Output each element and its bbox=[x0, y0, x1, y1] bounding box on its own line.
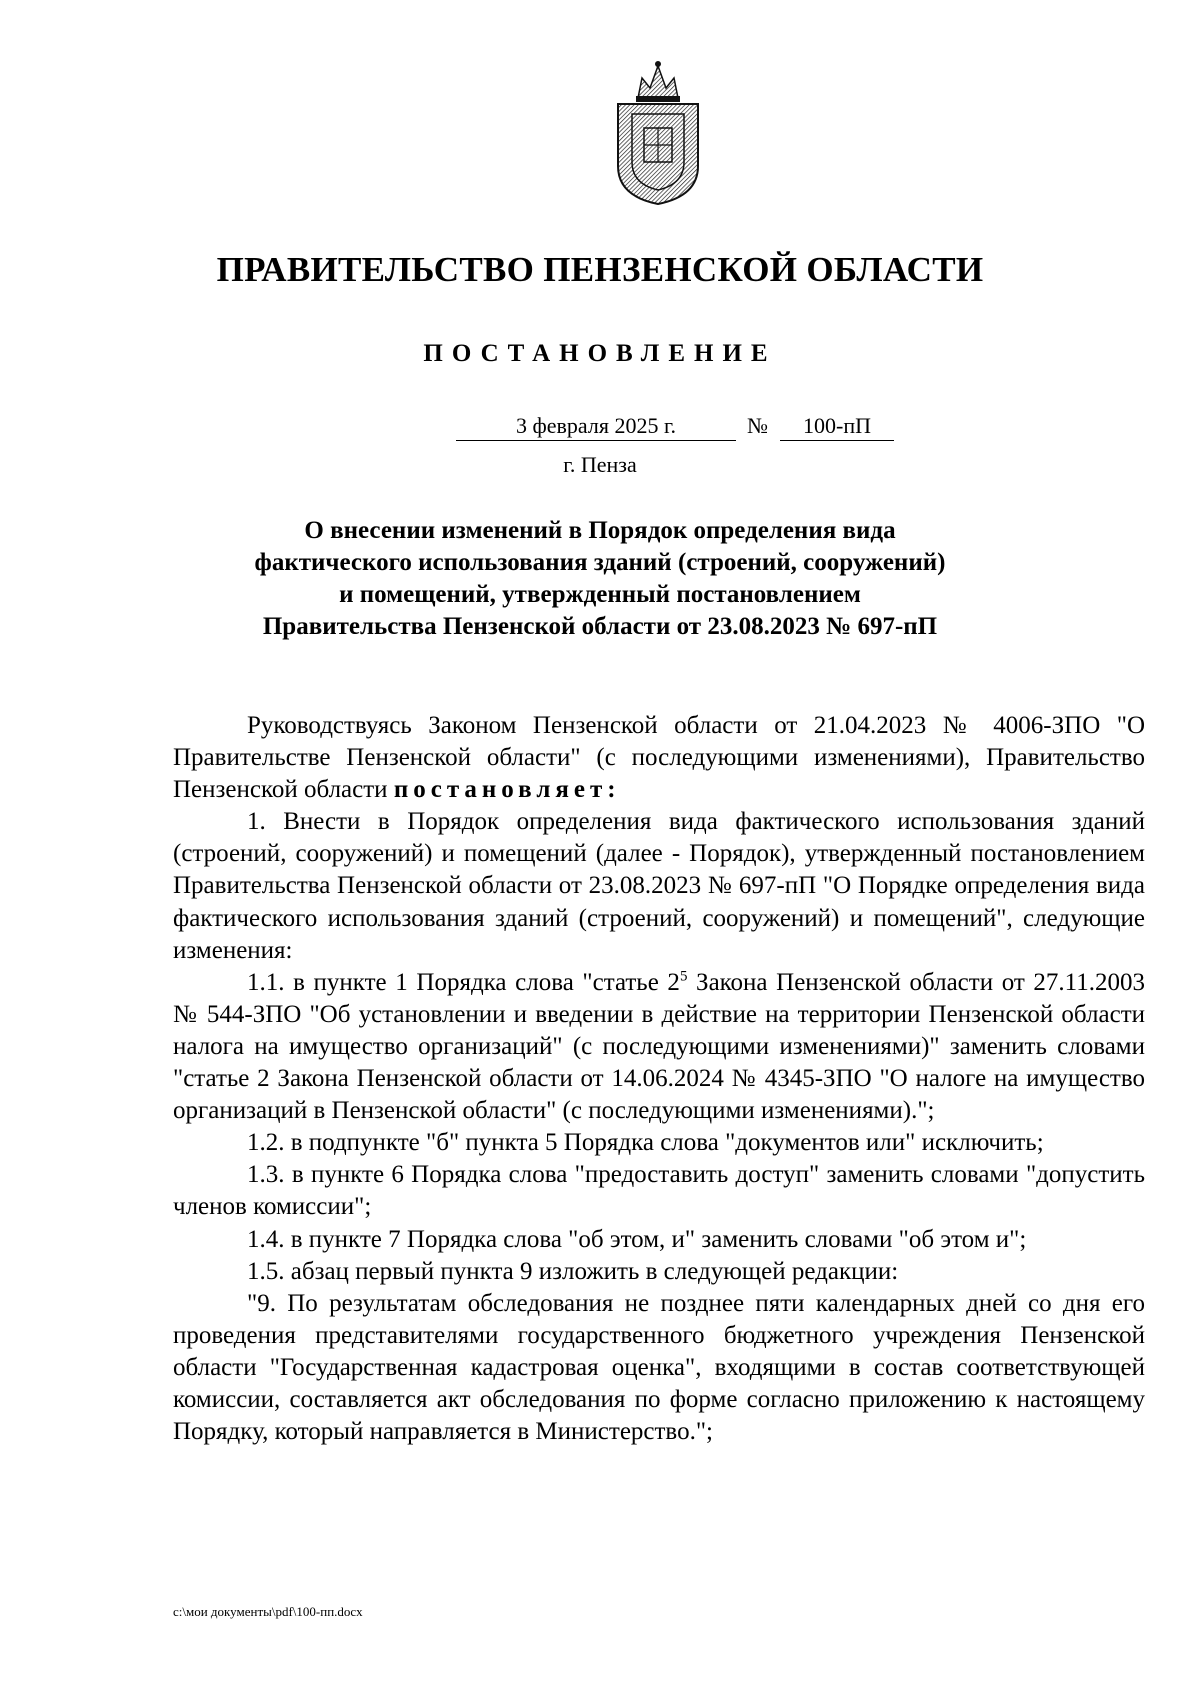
subject-line: О внесении изменений в Порядок определения вида bbox=[304, 517, 896, 544]
organization-title: ПРАВИТЕЛЬСТВО ПЕНЗЕНСКОЙ ОБЛАСТИ bbox=[216, 250, 984, 289]
clause-1: 1. Внести в Порядок определения вида фактического использования зданий (строений, сооружений) и помещений (далее - Порядок), утвержденный постановлением Правительства Пензенской области от 23.08.2023 № 697-пП "О Порядке определения вида фактического использования зданий (строений, сооружений) и помещений", следующие изменения: bbox=[173, 808, 1145, 964]
clause-1-4: 1.4. в пункте 7 Порядка слова "об этом, и" заменить словами "об этом и"; bbox=[247, 1225, 1027, 1253]
document-body bbox=[173, 710, 1145, 1448]
date-number-line bbox=[0, 413, 1200, 453]
clause-1-1-text-end: Закона Пензенской области от 27.11.2003 № 544-ЗПО "Об установлении и введении в действие на территории Пензенской области налога на имущество организаций" (с последующими изменениями)" заменить словами "статье 2 Закона Пензенской области от 14.06.2024 № 4345-ЗПО "О налоге на имущество организаций в Пензенской области" (с последующими изменениями)."; bbox=[173, 968, 1145, 1125]
document-type: ПОСТАНОВЛЕНИЕ bbox=[423, 340, 777, 367]
subject-line: Правительства Пензенской области от 23.08.2023 № 697-пП bbox=[262, 613, 938, 640]
clause-1-1-text-start: 1.1. в пункте 1 Порядка слова "статье 2 bbox=[247, 968, 680, 996]
clause-1-5: 1.5. абзац первый пункта 9 изложить в следующей редакции: bbox=[247, 1257, 899, 1285]
file-path-footer: c:\мои документы\pdf\100-пп.docx bbox=[173, 1604, 363, 1619]
document-date: 3 февраля 2025 г. bbox=[456, 413, 736, 441]
document-city: г. Пенза bbox=[563, 452, 637, 477]
superscript-5: 5 bbox=[679, 968, 688, 985]
document-subject bbox=[0, 515, 1200, 643]
clause-9-new-text: "9. По результатам обследования не позднее пяти календарных дней со дня его проведения представителями государственного бюджетного учреждения Пензенской области "Государственная кадастровая оценка", входящими в состав соответствующей комиссии, составляется акт обследования по форме согласно приложению к настоящему Порядку, который направляется в Министерство."; bbox=[173, 1289, 1145, 1446]
resolution-colon: : bbox=[607, 776, 616, 804]
subject-line: и помещений, утвержденный постановлением bbox=[339, 581, 861, 608]
clause-1-3: 1.3. в пункте 6 Порядка слова "предоставить доступ" заменить словами "допустить членов комиссии"; bbox=[173, 1161, 1145, 1221]
number-sign: № bbox=[747, 413, 768, 438]
coat-of-arms-icon bbox=[604, 58, 712, 208]
document-number: 100-пП bbox=[780, 413, 894, 441]
subject-line: фактического использования зданий (строений, сооружений) bbox=[254, 549, 946, 576]
preamble-paragraph bbox=[173, 710, 1145, 806]
clause-1-2: 1.2. в подпункте "б" пункта 5 Порядка слова "документов или" исключить; bbox=[247, 1129, 1044, 1157]
preamble-text: Руководствуясь Законом Пензенской области от 21.04.2023 № 4006-ЗПО "О Правительстве Пензенской области" (с последующими изменениями), Правительство Пензенской области bbox=[173, 712, 1145, 804]
clause-1-1 bbox=[173, 967, 1145, 1127]
resolution-verb: постановляет bbox=[393, 776, 608, 804]
